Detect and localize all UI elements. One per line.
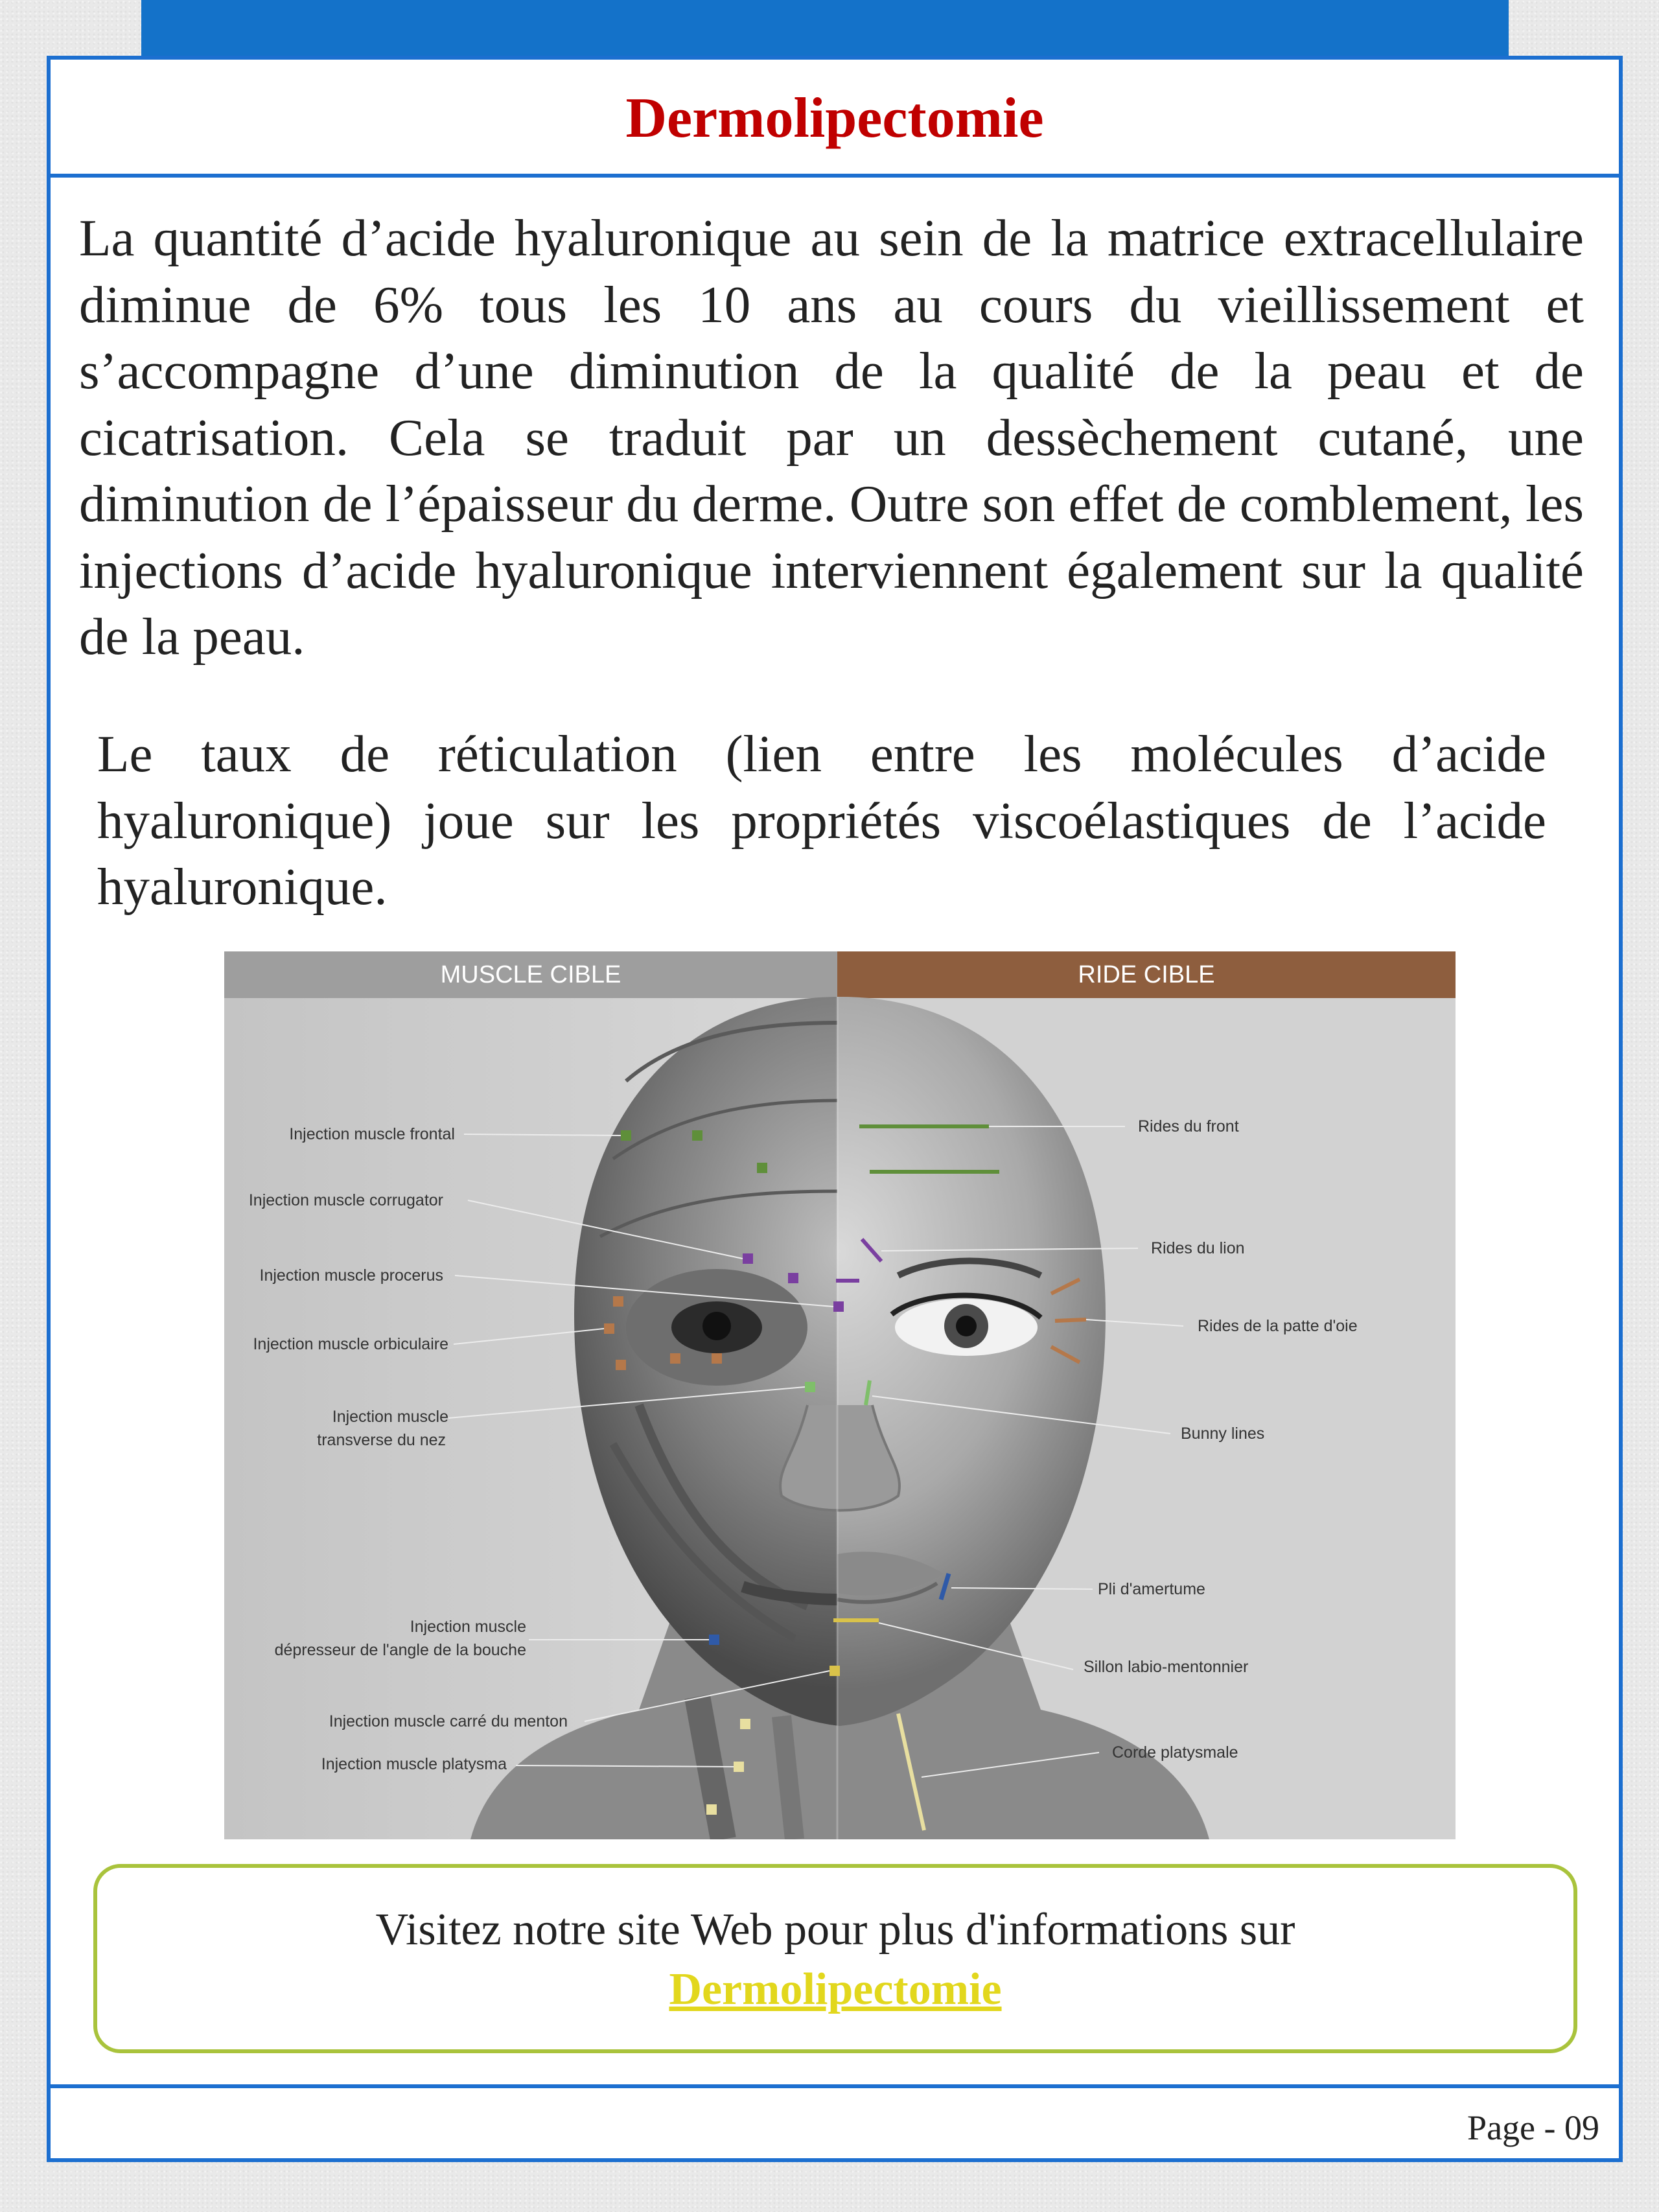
label-pli-amertume: Pli d'amertume: [1098, 1580, 1205, 1598]
label-rides-lion: Rides du lion: [1151, 1239, 1245, 1257]
label-platysma: Injection muscle platysma: [321, 1755, 507, 1773]
website-callout: [93, 1864, 1577, 2053]
muscle-cible-title: MUSCLE CIBLE: [440, 961, 621, 988]
label-orbiculaire: Injection muscle orbiculaire: [253, 1335, 448, 1353]
label-patte-oie: Rides de la patte d'oie: [1198, 1317, 1358, 1335]
label-frontal: Injection muscle frontal: [289, 1125, 455, 1143]
label-transverse-line1: Injection muscle: [332, 1408, 448, 1426]
paragraph-reticulation: Le taux de réticulation (lien entre les molécules d’acide hyaluronique) joue sur les propriétés viscoélastiques de l’acide hyaluronique.: [97, 725, 1546, 916]
label-depresseur-line2: dépresseur de l'angle de la bouche: [274, 1641, 526, 1659]
paragraph-hyaluronic-decline: La quantité d’acide hyaluronique au sein de la matrice extracellulaire diminue de 6% tous les 10 ans au cours du vieillissement et s’accompagne d’une diminution de la qualité de la peau et de cicatrisation. Cela se traduit par un dessèchement cutané, une diminution de l’épaisseur du derme. Outre son effet de comblement, les injections d’acide hyaluronique interviennent également sur la qualité de la peau.: [79, 209, 1584, 666]
callout-text: Visitez notre site Web pour plus d'informations sur: [375, 1905, 1295, 1955]
label-sillon: Sillon labio-mentonnier: [1084, 1658, 1249, 1676]
page-card: [47, 56, 1623, 2162]
footer-divider: [51, 2084, 1619, 2088]
dermolipectomie-link[interactable]: Dermolipectomie: [669, 1964, 1002, 2014]
label-bunny-lines: Bunny lines: [1181, 1425, 1265, 1443]
face-injection-diagram: [224, 951, 1456, 1839]
label-transverse-line2: transverse du nez: [317, 1431, 446, 1449]
ride-cible-title: RIDE CIBLE: [1078, 961, 1215, 988]
label-corrugator: Injection muscle corrugator: [248, 1191, 443, 1209]
page-title: Dermolipectomie: [625, 87, 1044, 150]
label-carre-menton: Injection muscle carré du menton: [329, 1712, 568, 1730]
label-depresseur-line1: Injection muscle: [410, 1618, 526, 1636]
page-number: Page - 09: [1467, 2108, 1599, 2147]
label-rides-front: Rides du front: [1138, 1117, 1239, 1135]
title-row: [51, 60, 1619, 178]
top-accent-bar: [141, 0, 1509, 60]
label-corde: Corde platysmale: [1112, 1743, 1238, 1762]
label-procerus: Injection muscle procerus: [259, 1266, 443, 1285]
